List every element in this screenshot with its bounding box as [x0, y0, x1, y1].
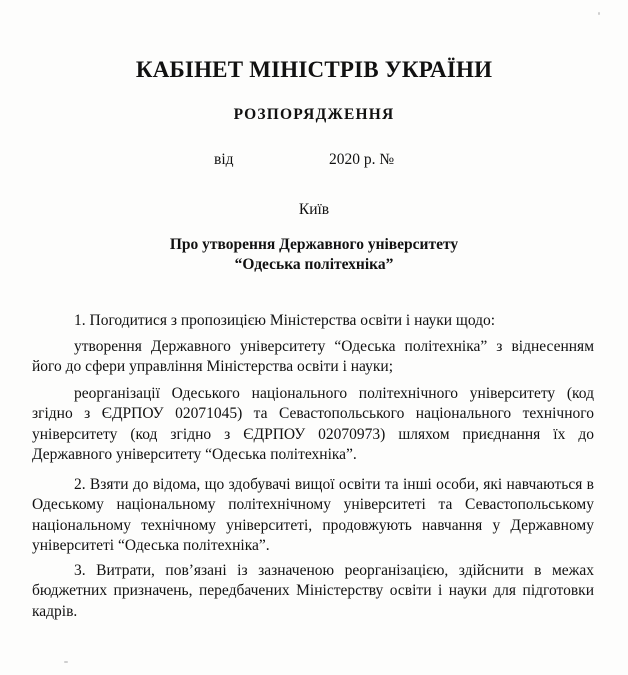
paragraph-1 — [32, 311, 594, 331]
document-subject — [0, 235, 628, 275]
paragraph-1-item-2 — [32, 384, 594, 465]
subject-line-1: Про утворення Державного університету — [169, 236, 459, 253]
scan-speck — [64, 661, 68, 663]
paragraph-text: 2. Взяти до відома, що здобувачі вищої освіти та інші особи, які навчаються в Одеському національному політехнічному університеті та Севастопольському національному технічному університеті, продовжують навчання у Державному університеті “Одеська політехніка”. — [32, 476, 594, 554]
scan-speck — [598, 12, 600, 15]
organization-title: КАБІНЕТ МІНІСТРІВ УКРАЇНИ — [135, 57, 493, 82]
subject-line-2: “Одеська політехніка” — [234, 256, 394, 273]
paragraph-text: 1. Погодитися з пропозицією Міністерства освіти і науки щодо: — [74, 312, 496, 329]
paragraph-text: реорганізації Одеського національного політехнічного університету (код згідно з ЄДРПОУ 02071045) та Севастопольського національного технічного університету (код згідно з ЄДРПОУ 02070973) шляхом приєднання їх до Державного університету “Одеська політехніка”. — [32, 385, 594, 463]
paragraph-3 — [32, 561, 594, 622]
paragraph-text: утворення Державного університету “Одеська політехніка” з віднесенням його до сфери управління Міністерства освіти і науки; — [32, 338, 594, 376]
paragraph-1-item-1 — [32, 337, 594, 378]
date-prefix: від — [214, 151, 234, 168]
city-name: Київ — [298, 201, 330, 218]
paragraph-text: 3. Витрати, пов’язані із зазначеною реорганізацією, здійснити в межах бюджетних призначень, передбачених Міністерству освіти і науки для підготовки кадрів. — [32, 562, 594, 620]
date-year-number: 2020 р. № — [329, 151, 395, 168]
paragraph-2 — [32, 475, 594, 556]
document-type-title: РОЗПОРЯДЖЕННЯ — [233, 106, 395, 123]
